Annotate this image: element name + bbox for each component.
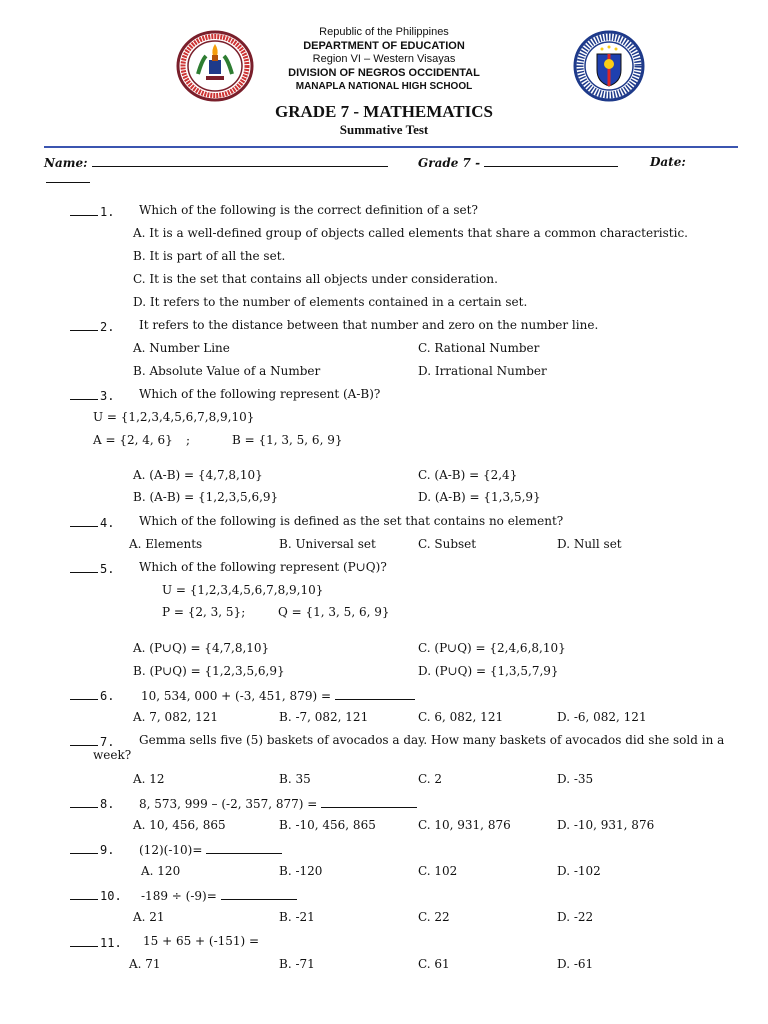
q11-answer-blank[interactable]: [70, 934, 98, 947]
q3-number[interactable]: 3.: [70, 387, 114, 403]
q7-text-cont: week?: [93, 748, 132, 762]
date-label: Date:: [650, 155, 686, 169]
q9-choice-c[interactable]: C. 102: [418, 864, 458, 878]
q5-choice-c[interactable]: C. (P∪Q) = {2,4,6,8,10}: [418, 641, 566, 655]
page-title: GRADE 7 - MATHEMATICS: [274, 102, 493, 121]
q4-number[interactable]: 4.: [70, 514, 114, 530]
q10-answer-line[interactable]: [221, 887, 297, 900]
q5-text: Which of the following represent (P∪Q)?: [139, 560, 387, 574]
q3-choice-b[interactable]: B. (A-B) = {1,2,3,5,6,9}: [133, 490, 279, 504]
name-field[interactable]: [44, 155, 388, 170]
header-division: DIVISION OF NEGROS OCCIDENTAL: [288, 67, 480, 79]
q10-text: -189 ÷ (-9)=: [141, 887, 297, 903]
q7-choice-b[interactable]: B. 35: [279, 772, 311, 786]
q11-choice-a[interactable]: A. 71: [129, 957, 161, 971]
q6-choice-d[interactable]: D. -6, 082, 121: [557, 710, 647, 724]
q6-answer-blank[interactable]: [70, 687, 98, 700]
q5-answer-blank[interactable]: [70, 560, 98, 573]
q6-choice-a[interactable]: A. 7, 082, 121: [133, 710, 218, 724]
q6-answer-line[interactable]: [335, 687, 415, 700]
header-department: DEPARTMENT OF EDUCATION: [303, 40, 465, 52]
q8-choice-d[interactable]: D. -10, 931, 876: [557, 818, 655, 832]
q6-choice-b[interactable]: B. -7, 082, 121: [279, 710, 369, 724]
q3-answer-blank[interactable]: [70, 387, 98, 400]
q3-universal-set: U = {1,2,3,4,5,6,7,8,9,10}: [93, 410, 255, 424]
q10-number[interactable]: 10.: [70, 887, 122, 903]
date-field[interactable]: [650, 155, 686, 169]
header-divider: [44, 146, 738, 148]
q8-choice-a[interactable]: A. 10, 456, 865: [133, 818, 226, 832]
q7-number[interactable]: 7.: [70, 733, 114, 749]
q4-text: Which of the following is defined as the set that contains no element?: [139, 514, 564, 528]
q1-answer-blank[interactable]: [70, 203, 98, 216]
q10-choice-c[interactable]: C. 22: [418, 910, 450, 924]
q7-choice-d[interactable]: D. -35: [557, 772, 594, 786]
q5-set-q: Q = {1, 3, 5, 6, 9}: [278, 605, 390, 619]
q3-choice-d[interactable]: D. (A-B) = {1,3,5,9}: [418, 490, 541, 504]
q3-separator: ;: [186, 433, 191, 447]
q1-choice-d[interactable]: D. It refers to the number of elements contained in a certain set.: [133, 295, 528, 309]
school-seal-logo: [176, 30, 254, 102]
q4-choice-d[interactable]: D. Null set: [557, 537, 622, 551]
q2-choice-b[interactable]: B. Absolute Value of a Number: [133, 364, 321, 378]
header-school: MANAPLA NATIONAL HIGH SCHOOL: [295, 81, 473, 92]
q10-answer-blank[interactable]: [70, 887, 98, 900]
q5-universal-set: U = {1,2,3,4,5,6,7,8,9,10}: [162, 583, 324, 597]
q8-answer-blank[interactable]: [70, 795, 98, 808]
q10-choice-d[interactable]: D. -22: [557, 910, 594, 924]
q1-choice-b[interactable]: B. It is part of all the set.: [133, 249, 286, 263]
q1-choice-a[interactable]: A. It is a well-defined group of objects called elements that share a common characteristic.: [133, 226, 688, 240]
name-label: Name:: [44, 156, 88, 170]
q9-choice-d[interactable]: D. -102: [557, 864, 601, 878]
q2-number[interactable]: 2.: [70, 318, 114, 334]
q2-choice-d[interactable]: D. Irrational Number: [418, 364, 547, 378]
q11-choice-b[interactable]: B. -71: [279, 957, 315, 971]
header-region: Region VI – Western Visayas: [312, 53, 456, 65]
q3-set-b: B = {1, 3, 5, 6, 9}: [232, 433, 343, 447]
q6-choice-c[interactable]: C. 6, 082, 121: [418, 710, 504, 724]
q9-text: (12)(-10)=: [139, 841, 282, 857]
q5-choice-a[interactable]: A. (P∪Q) = {4,7,8,10}: [133, 641, 270, 655]
q5-set-p: P = {2, 3, 5};: [162, 605, 246, 619]
q8-answer-line[interactable]: [321, 795, 417, 808]
q11-choice-d[interactable]: D. -61: [557, 957, 594, 971]
q3-choice-c[interactable]: C. (A-B) = {2,4}: [418, 468, 518, 482]
grade-label: Grade 7 -: [418, 156, 481, 170]
q9-choice-a[interactable]: A. 120: [141, 864, 181, 878]
grade-blank[interactable]: [484, 155, 618, 167]
q3-set-a: A = {2, 4, 6}: [93, 433, 173, 447]
q8-choice-c[interactable]: C. 10, 931, 876: [418, 818, 511, 832]
date-blank-wrap[interactable]: [46, 171, 90, 186]
q9-answer-blank[interactable]: [70, 841, 98, 854]
header-republic: Republic of the Philippines: [319, 26, 449, 38]
q9-answer-line[interactable]: [206, 841, 282, 854]
q8-choice-b[interactable]: B. -10, 456, 865: [279, 818, 376, 832]
q3-choice-a[interactable]: A. (A-B) = {4,7,8,10}: [133, 468, 263, 482]
q7-choice-c[interactable]: C. 2: [418, 772, 443, 786]
q6-text: 10, 534, 000 + (-3, 451, 879) =: [141, 687, 415, 703]
grade-field[interactable]: [418, 155, 618, 170]
q1-choice-c[interactable]: C. It is the set that contains all objects under consideration.: [133, 272, 498, 286]
q8-text: 8, 573, 999 – (-2, 357, 877) =: [139, 795, 417, 811]
q4-answer-blank[interactable]: [70, 514, 98, 527]
q10-choice-b[interactable]: B. -21: [279, 910, 315, 924]
q6-number[interactable]: 6.: [70, 687, 114, 703]
q2-answer-blank[interactable]: [70, 318, 98, 331]
q9-choice-b[interactable]: B. -120: [279, 864, 323, 878]
q2-text: It refers to the distance between that number and zero on the number line.: [139, 318, 599, 332]
page-subtitle: Summative Test: [339, 122, 429, 137]
q3-text: Which of the following represent (A-B)?: [139, 387, 381, 401]
q11-number[interactable]: 11.: [70, 934, 122, 950]
date-blank[interactable]: [46, 171, 90, 183]
q7-answer-blank[interactable]: [70, 733, 98, 746]
q11-choice-c[interactable]: C. 61: [418, 957, 450, 971]
name-blank[interactable]: [92, 155, 388, 167]
q9-number[interactable]: 9.: [70, 841, 114, 857]
q1-text: Which of the following is the correct definition of a set?: [139, 203, 478, 217]
q4-choice-b[interactable]: B. Universal set: [279, 537, 376, 551]
q4-choice-a[interactable]: A. Elements: [129, 537, 203, 551]
q5-choice-d[interactable]: D. (P∪Q) = {1,3,5,7,9}: [418, 664, 559, 678]
q8-number[interactable]: 8.: [70, 795, 114, 811]
q2-choice-a[interactable]: A. Number Line: [133, 341, 230, 355]
deped-seal-logo: [572, 30, 646, 102]
q4-choice-c[interactable]: C. Subset: [418, 537, 477, 551]
q10-choice-a[interactable]: A. 21: [133, 910, 165, 924]
q11-text: 15 + 65 + (-151) =: [143, 934, 260, 948]
q7-text: Gemma sells five (5) baskets of avocados a day. How many baskets of avocados did she sold in a: [139, 733, 725, 747]
q1-number[interactable]: 1.: [70, 203, 114, 219]
q5-choice-b[interactable]: B. (P∪Q) = {1,2,3,5,6,9}: [133, 664, 285, 678]
q7-choice-a[interactable]: A. 12: [133, 772, 165, 786]
q5-number[interactable]: 5.: [70, 560, 114, 576]
q2-choice-c[interactable]: C. Rational Number: [418, 341, 540, 355]
